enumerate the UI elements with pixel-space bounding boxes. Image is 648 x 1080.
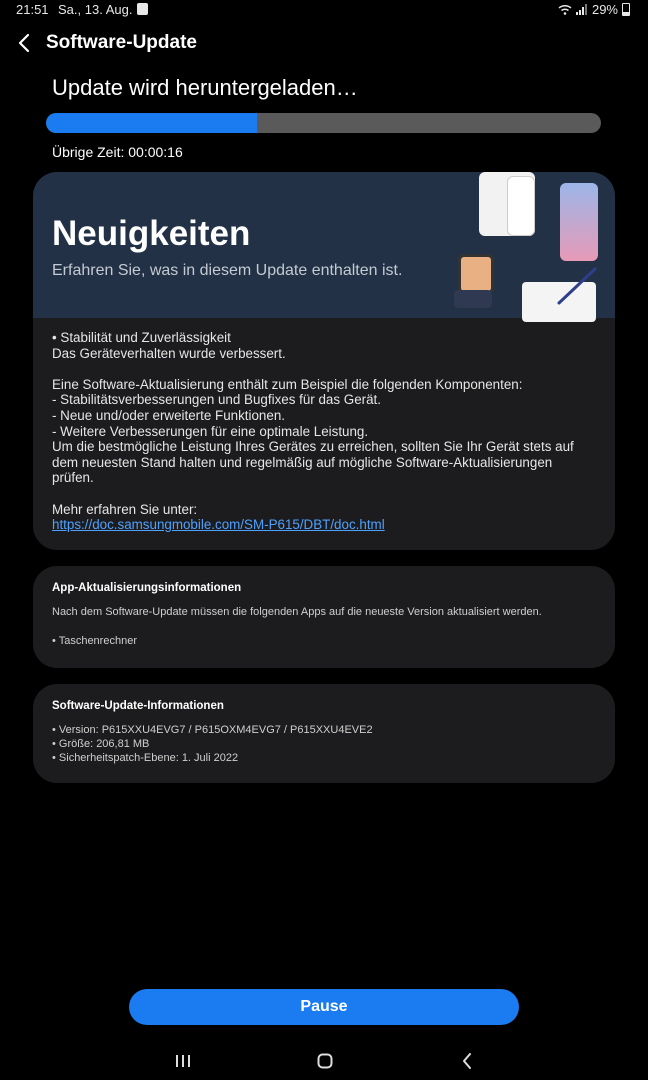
news-heading: Neuigkeiten bbox=[52, 214, 251, 253]
wifi-icon bbox=[558, 4, 572, 15]
status-bar bbox=[0, 0, 648, 22]
navigation-bar bbox=[0, 1040, 648, 1080]
app-updates-card bbox=[33, 566, 615, 668]
info-link[interactable]: https://doc.samsungmobile.com/SM-P615/DBT/doc.html bbox=[52, 517, 385, 532]
news-banner bbox=[33, 172, 615, 318]
status-right bbox=[558, 2, 630, 17]
back-button[interactable] bbox=[10, 28, 38, 58]
app-updates-description: Nach dem Software-Update müssen die folgenden Apps auf die neueste Version aktualisiert werden. bbox=[52, 606, 542, 618]
battery-icon bbox=[622, 3, 630, 16]
software-info-security-patch: • Sicherheitspatch-Ebene: 1. Juli 2022 bbox=[52, 752, 239, 764]
home-icon bbox=[317, 1053, 333, 1069]
back-icon bbox=[462, 1053, 472, 1069]
news-subheading: Erfahren Sie, was in diesem Update enthalten ist. bbox=[52, 262, 403, 279]
news-card bbox=[33, 172, 615, 550]
back-arrow-icon bbox=[18, 33, 30, 53]
recents-button[interactable] bbox=[168, 1048, 198, 1074]
download-title: Update wird heruntergeladen… bbox=[52, 75, 358, 100]
page-title: Software-Update bbox=[46, 32, 197, 53]
software-info-list bbox=[52, 723, 373, 765]
notification-icon bbox=[137, 3, 148, 15]
recents-icon bbox=[175, 1054, 191, 1068]
battery-percent: 29% bbox=[591, 2, 618, 17]
pause-button[interactable]: Pause bbox=[129, 989, 519, 1025]
status-time: 21:51 bbox=[16, 2, 49, 17]
software-info-title: Software-Update-Informationen bbox=[52, 700, 224, 712]
app-bar bbox=[0, 24, 648, 64]
signal-icon bbox=[576, 4, 588, 15]
software-info-card bbox=[33, 684, 615, 783]
status-date: Sa., 13. Aug. bbox=[58, 2, 133, 17]
software-info-size: • Größe: 206,81 MB bbox=[52, 738, 150, 750]
app-updates-title: App-Aktualisierungsinformationen bbox=[52, 582, 242, 594]
download-progress-bar bbox=[46, 113, 601, 133]
app-update-item: • Taschenrechner bbox=[52, 635, 137, 647]
home-button[interactable] bbox=[310, 1048, 340, 1074]
nav-back-button[interactable] bbox=[452, 1048, 482, 1074]
news-body: • Stabilität und Zuverlässigkeit Das Geräteverhalten wurde verbessert. Eine Software-Aktualisierung enthält zum Beispiel die folgenden Komponenten: - Stabilitätsverbesserungen und Bugfixes für das Gerät. - Neue und/oder erweiterte Funktionen. - Weitere Verbesserungen für eine optimale Leistung. Um die bestmögliche Leistung Ihres Gerätes zu erreichen, sollten Sie Ihr Gerät stets auf dem neuesten Stand halten und regelmäßig auf mögliche Software-Aktualisierungen prüfen. Mehr erfahren Sie unter: bbox=[52, 330, 574, 517]
software-info-version: • Version: P615XXU4EVG7 / P615OXM4EVG7 / P615XXU4EVE2 bbox=[52, 724, 373, 736]
download-progress-fill bbox=[46, 113, 257, 133]
remaining-time: Übrige Zeit: 00:00:16 bbox=[52, 144, 183, 160]
